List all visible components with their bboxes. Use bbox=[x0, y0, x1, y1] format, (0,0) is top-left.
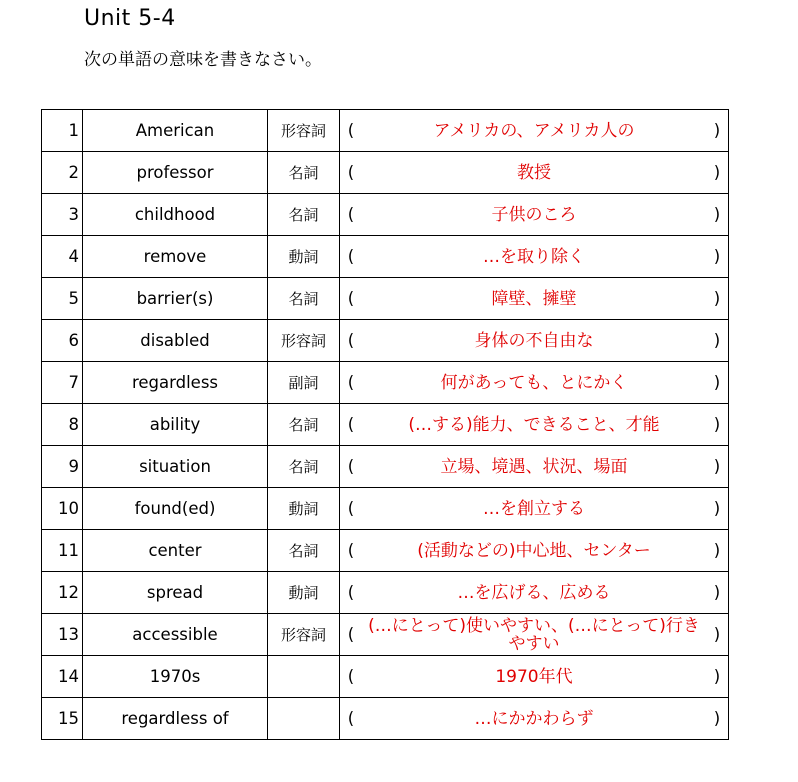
row-number: 14 bbox=[42, 656, 83, 698]
meaning-answer: 1970年代 bbox=[495, 666, 573, 687]
english-word: regardless bbox=[83, 362, 268, 404]
table-row bbox=[42, 194, 729, 236]
table-row bbox=[42, 404, 729, 446]
meaning-cell bbox=[340, 614, 729, 656]
open-paren: ( bbox=[347, 415, 355, 434]
meaning-cell bbox=[340, 572, 729, 614]
meaning-answer: 立場、境遇、状況、場面 bbox=[440, 456, 628, 477]
english-word: 1970s bbox=[83, 656, 268, 698]
english-word: spread bbox=[83, 572, 268, 614]
close-paren: ) bbox=[713, 373, 721, 392]
meaning-cell bbox=[340, 110, 729, 152]
part-of-speech: 動詞 bbox=[268, 572, 340, 614]
open-paren: ( bbox=[347, 163, 355, 182]
meaning-answer: (…する)能力、できること、才能 bbox=[408, 414, 660, 435]
row-number: 13 bbox=[42, 614, 83, 656]
meaning-cell bbox=[340, 320, 729, 362]
open-paren: ( bbox=[347, 625, 355, 644]
english-word: childhood bbox=[83, 194, 268, 236]
meaning-cell bbox=[340, 362, 729, 404]
vocabulary-table bbox=[41, 109, 729, 740]
row-number: 7 bbox=[42, 362, 83, 404]
meaning-cell bbox=[340, 152, 729, 194]
part-of-speech: 名詞 bbox=[268, 152, 340, 194]
meaning-answer: (…にとって)使いやすい、(…にとって)行きやすい bbox=[368, 615, 700, 654]
part-of-speech bbox=[268, 698, 340, 740]
close-paren: ) bbox=[713, 499, 721, 518]
row-number: 1 bbox=[42, 110, 83, 152]
row-number: 9 bbox=[42, 446, 83, 488]
close-paren: ) bbox=[713, 541, 721, 560]
english-word: regardless of bbox=[83, 698, 268, 740]
open-paren: ( bbox=[347, 583, 355, 602]
meaning-cell bbox=[340, 404, 729, 446]
part-of-speech: 動詞 bbox=[268, 488, 340, 530]
part-of-speech: 形容詞 bbox=[268, 110, 340, 152]
meaning-answer: 教授 bbox=[517, 162, 551, 183]
table-row bbox=[42, 362, 729, 404]
meaning-cell bbox=[340, 488, 729, 530]
meaning-answer: …にかかわらず bbox=[474, 708, 594, 729]
english-word: situation bbox=[83, 446, 268, 488]
meaning-cell bbox=[340, 236, 729, 278]
table-row bbox=[42, 446, 729, 488]
english-word: disabled bbox=[83, 320, 268, 362]
row-number: 11 bbox=[42, 530, 83, 572]
meaning-cell bbox=[340, 446, 729, 488]
part-of-speech: 形容詞 bbox=[268, 320, 340, 362]
open-paren: ( bbox=[347, 457, 355, 476]
open-paren: ( bbox=[347, 205, 355, 224]
close-paren: ) bbox=[713, 625, 721, 644]
close-paren: ) bbox=[713, 205, 721, 224]
open-paren: ( bbox=[347, 373, 355, 392]
page-title: Unit 5-4 bbox=[84, 6, 176, 31]
row-number: 15 bbox=[42, 698, 83, 740]
close-paren: ) bbox=[713, 331, 721, 350]
meaning-cell bbox=[340, 530, 729, 572]
open-paren: ( bbox=[347, 121, 355, 140]
table-row bbox=[42, 278, 729, 320]
row-number: 2 bbox=[42, 152, 83, 194]
close-paren: ) bbox=[713, 289, 721, 308]
part-of-speech: 名詞 bbox=[268, 530, 340, 572]
meaning-cell bbox=[340, 194, 729, 236]
close-paren: ) bbox=[713, 247, 721, 266]
row-number: 10 bbox=[42, 488, 83, 530]
meaning-answer: 子供のころ bbox=[491, 204, 577, 225]
meaning-answer: …を広げる、広める bbox=[457, 582, 611, 603]
english-word: professor bbox=[83, 152, 268, 194]
open-paren: ( bbox=[347, 709, 355, 728]
close-paren: ) bbox=[713, 457, 721, 476]
close-paren: ) bbox=[713, 163, 721, 182]
table-row bbox=[42, 320, 729, 362]
table-row bbox=[42, 572, 729, 614]
part-of-speech: 副詞 bbox=[268, 362, 340, 404]
english-word: remove bbox=[83, 236, 268, 278]
meaning-answer: …を創立する bbox=[483, 498, 585, 519]
table-row bbox=[42, 488, 729, 530]
english-word: center bbox=[83, 530, 268, 572]
open-paren: ( bbox=[347, 331, 355, 350]
table-row bbox=[42, 110, 729, 152]
row-number: 12 bbox=[42, 572, 83, 614]
english-word: barrier(s) bbox=[83, 278, 268, 320]
english-word: ability bbox=[83, 404, 268, 446]
meaning-cell bbox=[340, 698, 729, 740]
part-of-speech: 形容詞 bbox=[268, 614, 340, 656]
open-paren: ( bbox=[347, 499, 355, 518]
part-of-speech: 名詞 bbox=[268, 278, 340, 320]
meaning-answer: 何があっても、とにかく bbox=[440, 372, 628, 393]
close-paren: ) bbox=[713, 121, 721, 140]
table-row bbox=[42, 614, 729, 656]
close-paren: ) bbox=[713, 667, 721, 686]
english-word: accessible bbox=[83, 614, 268, 656]
meaning-answer: 身体の不自由な bbox=[474, 330, 594, 351]
table-row bbox=[42, 236, 729, 278]
row-number: 8 bbox=[42, 404, 83, 446]
table-row bbox=[42, 152, 729, 194]
table-row bbox=[42, 656, 729, 698]
close-paren: ) bbox=[713, 415, 721, 434]
part-of-speech: 動詞 bbox=[268, 236, 340, 278]
row-number: 4 bbox=[42, 236, 83, 278]
meaning-cell bbox=[340, 278, 729, 320]
english-word: American bbox=[83, 110, 268, 152]
part-of-speech: 名詞 bbox=[268, 194, 340, 236]
table-row bbox=[42, 530, 729, 572]
part-of-speech: 名詞 bbox=[268, 404, 340, 446]
row-number: 6 bbox=[42, 320, 83, 362]
close-paren: ) bbox=[713, 583, 721, 602]
open-paren: ( bbox=[347, 667, 355, 686]
close-paren: ) bbox=[713, 709, 721, 728]
english-word: found(ed) bbox=[83, 488, 268, 530]
meaning-answer: アメリカの、アメリカ人の bbox=[433, 120, 635, 141]
row-number: 3 bbox=[42, 194, 83, 236]
open-paren: ( bbox=[347, 247, 355, 266]
instruction-text: 次の単語の意味を書きなさい。 bbox=[84, 50, 322, 70]
row-number: 5 bbox=[42, 278, 83, 320]
meaning-cell bbox=[340, 656, 729, 698]
meaning-answer: …を取り除く bbox=[483, 246, 585, 267]
table-row bbox=[42, 698, 729, 740]
meaning-answer: (活動などの)中心地、センター bbox=[417, 540, 651, 561]
open-paren: ( bbox=[347, 289, 355, 308]
open-paren: ( bbox=[347, 541, 355, 560]
part-of-speech: 名詞 bbox=[268, 446, 340, 488]
meaning-answer: 障壁、擁壁 bbox=[491, 288, 577, 309]
part-of-speech bbox=[268, 656, 340, 698]
